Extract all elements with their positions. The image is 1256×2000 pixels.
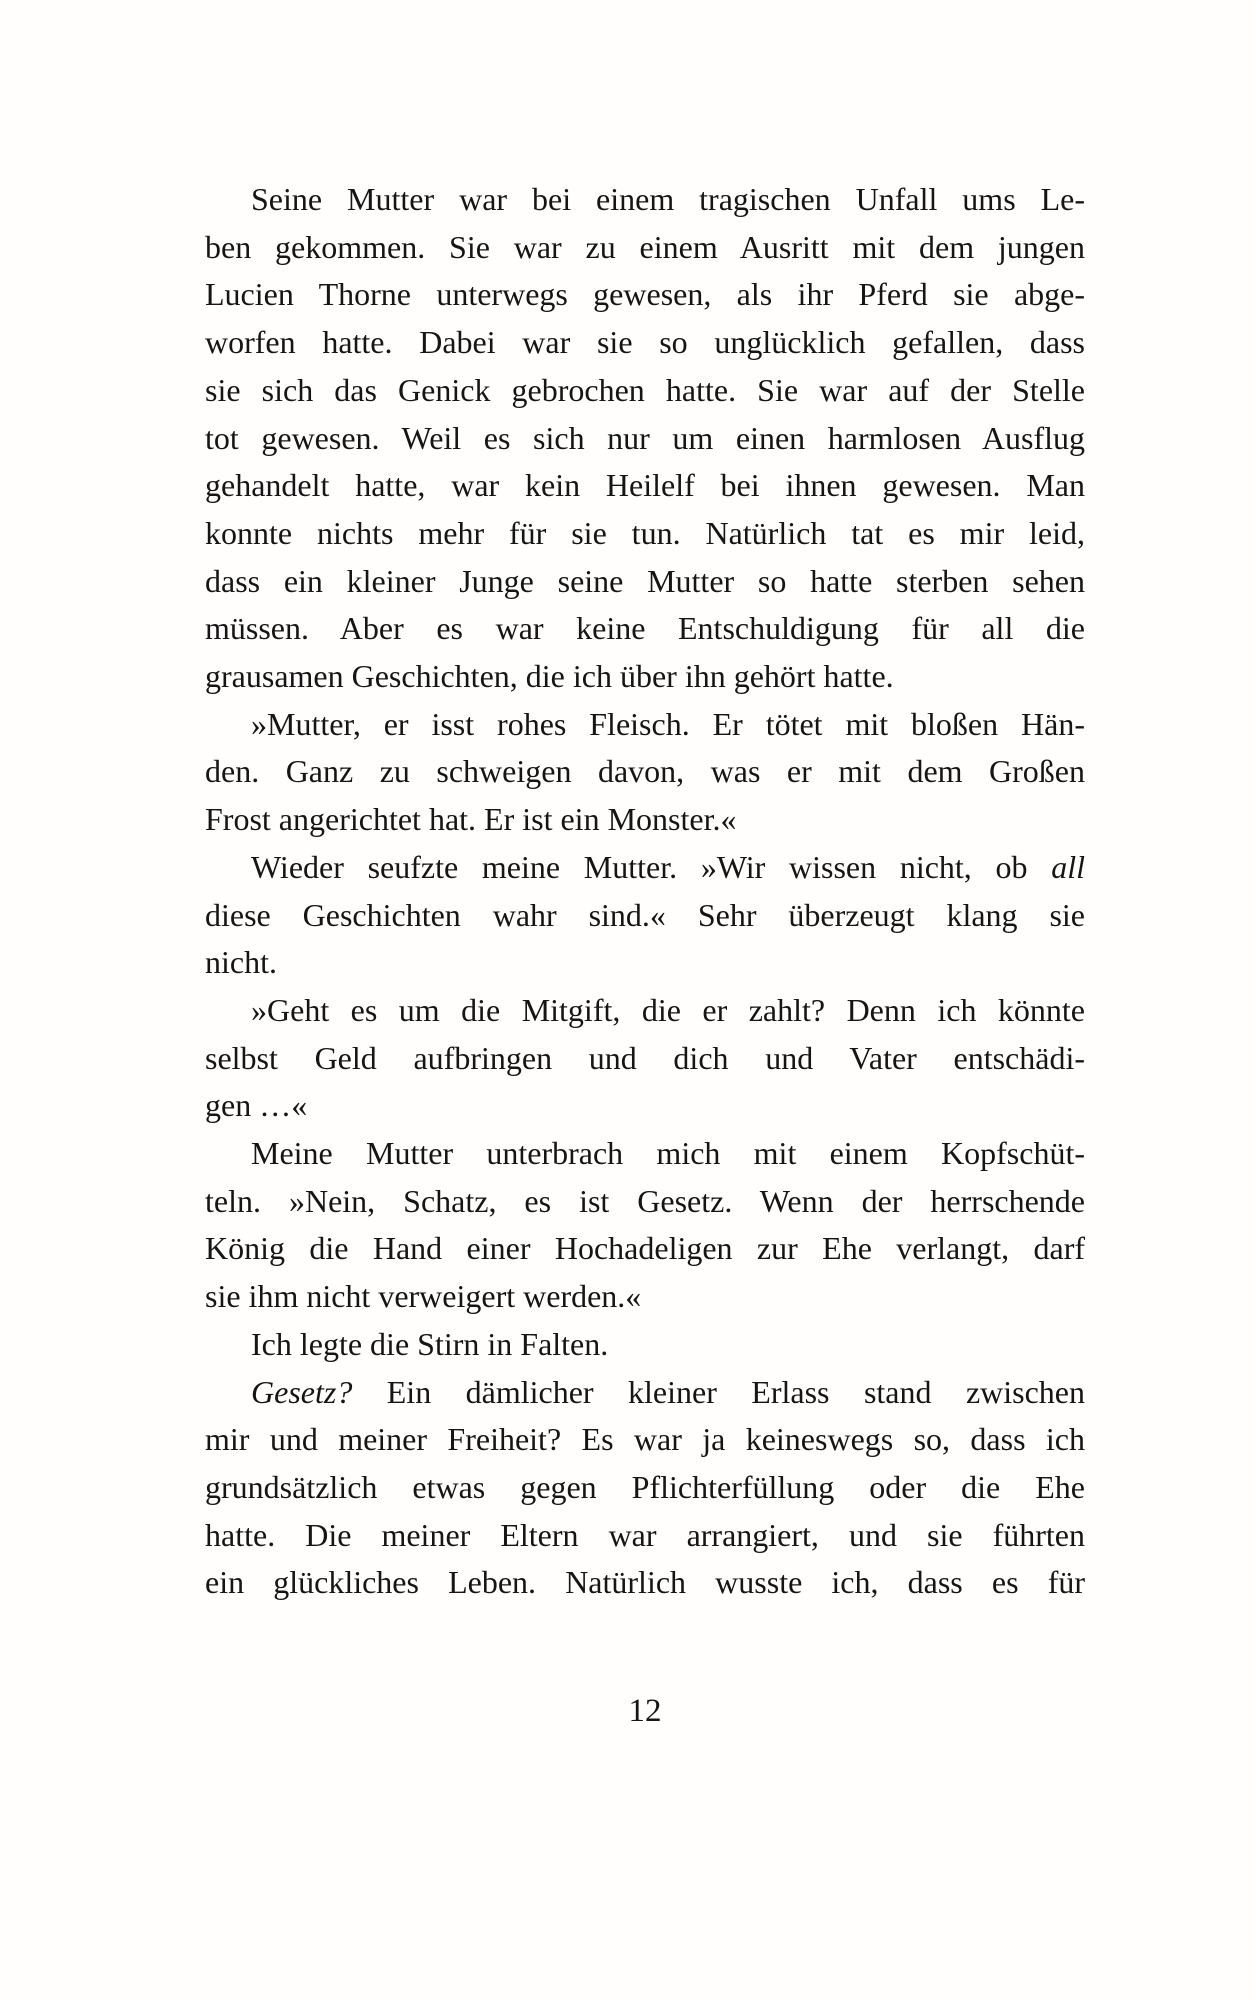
page-number: 12: [628, 1693, 662, 1729]
text-line: [205, 1130, 1085, 1178]
text-segment: Frost angerichtet hat. Er ist ein Monster.«: [205, 801, 737, 838]
text-segment: Meine Mutter unterbrach mich mit einem Kopfschüt-: [251, 1135, 1085, 1172]
text-line: [205, 1416, 1085, 1464]
text-segment: tot gewesen. Weil es sich nur um einen harmlosen Ausflug: [205, 419, 1085, 456]
text-segment: nicht.: [205, 944, 277, 981]
text-segment: König die Hand einer Hochadeligen zur Ehe verlangt, darf: [205, 1230, 1085, 1267]
text-line: [205, 462, 1085, 510]
text-line: [205, 1321, 1085, 1369]
text-segment: Seine Mutter war bei einem tragischen Unfall ums Le-: [251, 181, 1085, 217]
text-line: [205, 1273, 1085, 1321]
text-line: [205, 892, 1085, 940]
text-line: [205, 367, 1085, 415]
text-line: [205, 510, 1085, 558]
text-line: [205, 987, 1085, 1035]
text-segment: hatte. Die meiner Eltern war arrangiert, und sie führten: [205, 1516, 1085, 1553]
italic-text-segment: Gesetz?: [251, 1373, 353, 1410]
text-line: [205, 1178, 1085, 1226]
text-line: [205, 224, 1085, 272]
text-segment: grundsätzlich etwas gegen Pflichterfüllung oder die Ehe: [205, 1468, 1085, 1505]
text-line: [205, 748, 1085, 796]
text-line: [205, 939, 1085, 987]
text-segment: dass ein kleiner Junge seine Mutter so hatte sterben sehen: [205, 562, 1085, 599]
text-segment: konnte nichts mehr für sie tun. Natürlich tat es mir leid,: [205, 514, 1085, 551]
text-line: [205, 1225, 1085, 1273]
text-line: [205, 271, 1085, 319]
text-segment: Ich legte die Stirn in Falten.: [251, 1325, 609, 1362]
text-line: [205, 558, 1085, 606]
text-segment: »Mutter, er isst rohes Fleisch. Er tötet mit bloßen Hän-: [251, 705, 1085, 742]
text-line: [205, 415, 1085, 463]
text-segment: Ein dämlicher kleiner Erlass stand zwischen: [352, 1373, 1085, 1410]
text-line: [205, 1559, 1085, 1607]
text-segment: den. Ganz zu schweigen davon, was er mit dem Großen: [205, 753, 1085, 790]
text-line: [205, 605, 1085, 653]
page-text-block: [205, 176, 1085, 1607]
text-line: [205, 1464, 1085, 1512]
text-segment: teln. »Nein, Schatz, es ist Gesetz. Wenn der herrschende: [205, 1182, 1085, 1219]
text-segment: ein glückliches Leben. Natürlich wusste ich, dass es für: [205, 1564, 1085, 1601]
text-line: [205, 1035, 1085, 1083]
text-line: [205, 844, 1085, 892]
text-segment: sie sich das Genick gebrochen hatte. Sie war auf der Stelle: [205, 371, 1085, 408]
text-segment: worfen hatte. Dabei war sie so unglücklich gefallen, dass: [205, 324, 1085, 361]
text-segment: grausamen Geschichten, die ich über ihn gehört hatte.: [205, 658, 894, 695]
text-line: [205, 701, 1085, 749]
text-line: [205, 653, 1085, 701]
text-segment: ben gekommen. Sie war zu einem Ausritt mit dem jungen: [205, 228, 1085, 265]
text-segment: mir und meiner Freiheit? Es war ja keineswegs so, dass ich: [205, 1421, 1085, 1458]
text-line: [205, 176, 1085, 224]
italic-text-segment: all: [1051, 848, 1085, 885]
text-line: [205, 796, 1085, 844]
text-segment: gehandelt hatte, war kein Heilelf bei ihnen gewesen. Man: [205, 467, 1085, 504]
text-segment: müssen. Aber es war keine Entschuldigung für all die: [205, 610, 1085, 647]
text-line: [205, 319, 1085, 367]
text-segment: Lucien Thorne unterwegs gewesen, als ihr Pferd sie abge-: [205, 276, 1085, 313]
text-line: [205, 1082, 1085, 1130]
text-segment: sie ihm nicht verweigert werden.«: [205, 1278, 642, 1315]
text-segment: gen …«: [205, 1087, 308, 1124]
text-line: [205, 1512, 1085, 1560]
text-segment: diese Geschichten wahr sind.« Sehr überzeugt klang sie: [205, 896, 1085, 933]
text-segment: selbst Geld aufbringen und dich und Vater entschädi-: [205, 1039, 1085, 1076]
text-segment: »Geht es um die Mitgift, die er zahlt? Denn ich könnte: [251, 991, 1085, 1028]
text-segment: Wieder seufzte meine Mutter. »Wir wissen nicht, ob: [251, 848, 1052, 885]
text-line: [205, 1369, 1085, 1417]
